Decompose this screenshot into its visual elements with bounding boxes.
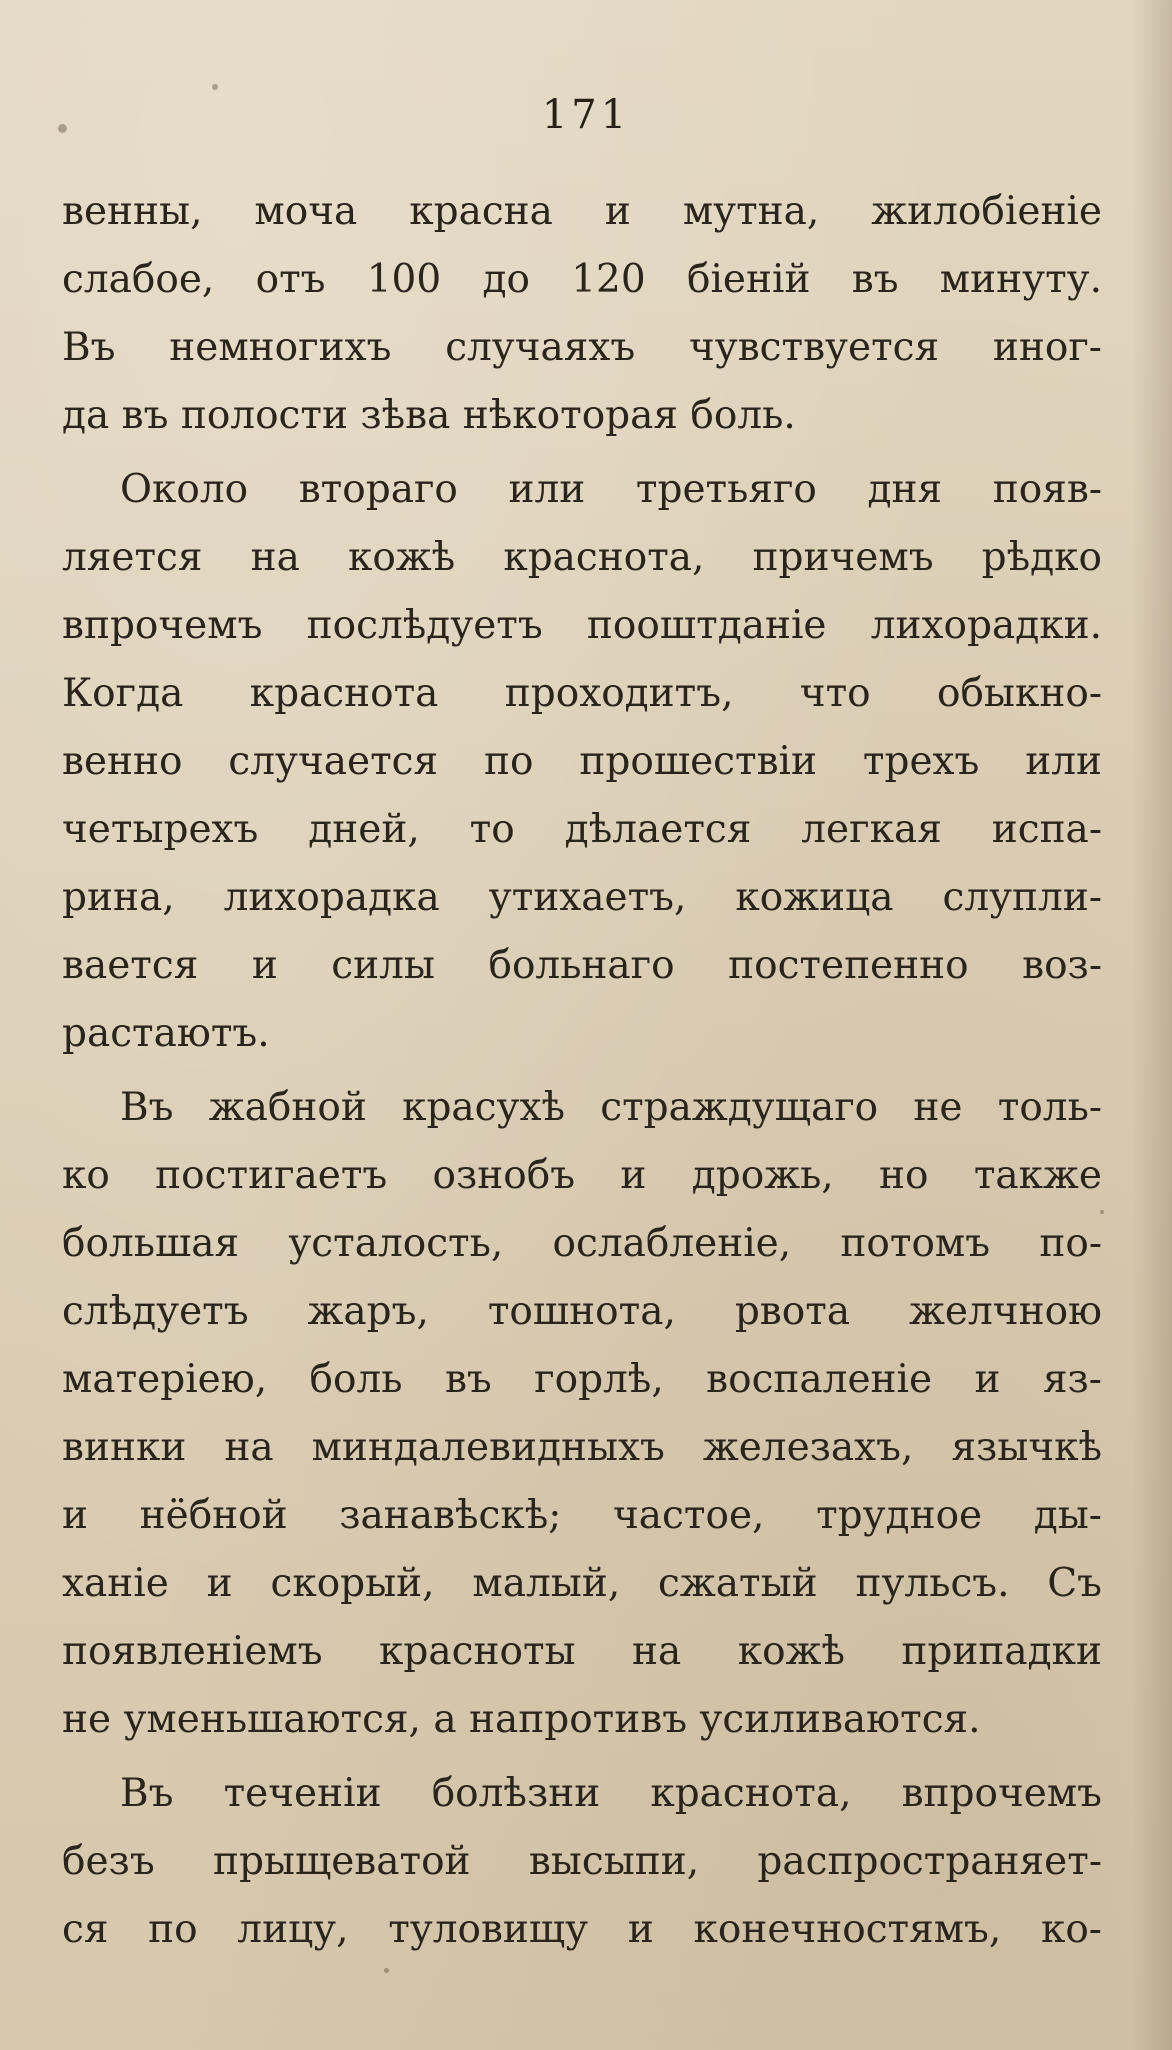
text-line: большая усталость, ослабленie, потомъ по- (62, 1221, 1102, 1266)
paper-speck (58, 124, 67, 133)
text-line: ханie и скорый, малый, сжатый пульсъ. Съ (62, 1561, 1102, 1606)
body-text (62, 178, 1102, 1964)
text-line: четырехъ дней, то дѣлается легкая испа- (62, 807, 1102, 852)
paper-speck (1100, 1210, 1104, 1214)
paragraph-3 (62, 1074, 1102, 1754)
text-line: слабое, отъ 100 до 120 бiенiй въ минуту. (62, 257, 1102, 302)
text-line: растаютъ. (62, 1011, 270, 1056)
paragraph-1 (62, 178, 1102, 450)
text-line: впрочемъ послѣдуетъ пооштданie лихорадки. (62, 603, 1102, 648)
text-line: венны, моча красна и мутна, жилобiенie (62, 189, 1102, 234)
paper-speck (212, 84, 218, 90)
text-line: безъ прыщеватой высыпи, распространяет- (62, 1839, 1102, 1884)
paragraph-2 (62, 456, 1102, 1068)
text-line: слѣдуетъ жаръ, тошнота, рвота желчною (62, 1289, 1102, 1334)
text-line: венно случается по прошествiи трехъ или (62, 739, 1102, 784)
paper-speck (384, 1968, 389, 1973)
text-line: да въ полости зѣва нѣкоторая боль. (62, 393, 796, 438)
text-line: Около втораго или третьяго дня появ- (120, 467, 1102, 512)
text-line: не уменьшаются, а напротивъ усиливаются. (62, 1697, 981, 1742)
text-line: ся по лицу, туловищу и конечностямъ, ко- (62, 1907, 1102, 1952)
paragraph-4 (62, 1760, 1102, 1964)
text-line: Когда краснота проходитъ, что обыкно- (62, 671, 1102, 716)
text-line: Въ теченiи болѣзни краснота, впрочемъ (120, 1771, 1102, 1816)
text-line: ляется на кожѣ краснота, причемъ рѣдко (62, 535, 1102, 580)
text-line: Въ немногихъ случаяхъ чувствуется иног- (62, 325, 1102, 370)
text-line: винки на миндалевидныхъ железахъ, язычкѣ (62, 1425, 1102, 1470)
page-number: 171 (541, 92, 631, 138)
text-line: появленiемъ красноты на кожѣ припадки (62, 1629, 1102, 1674)
text-line: Въ жабной красухѣ страждущаго не толь- (120, 1085, 1102, 1130)
text-line: ко постигаетъ ознобъ и дрожь, но также (62, 1153, 1102, 1198)
page-edge-shadow (1132, 0, 1172, 2050)
text-line: матерiею, боль въ горлѣ, воспаленie и яз- (62, 1357, 1102, 1402)
text-line: и нёбной занавѣскѣ; частое, трудное ды- (62, 1493, 1102, 1538)
text-line: вается и силы больнаго постепенно воз- (62, 943, 1102, 988)
text-line: рина, лихорадка утихаетъ, кожица слупли- (62, 875, 1102, 920)
